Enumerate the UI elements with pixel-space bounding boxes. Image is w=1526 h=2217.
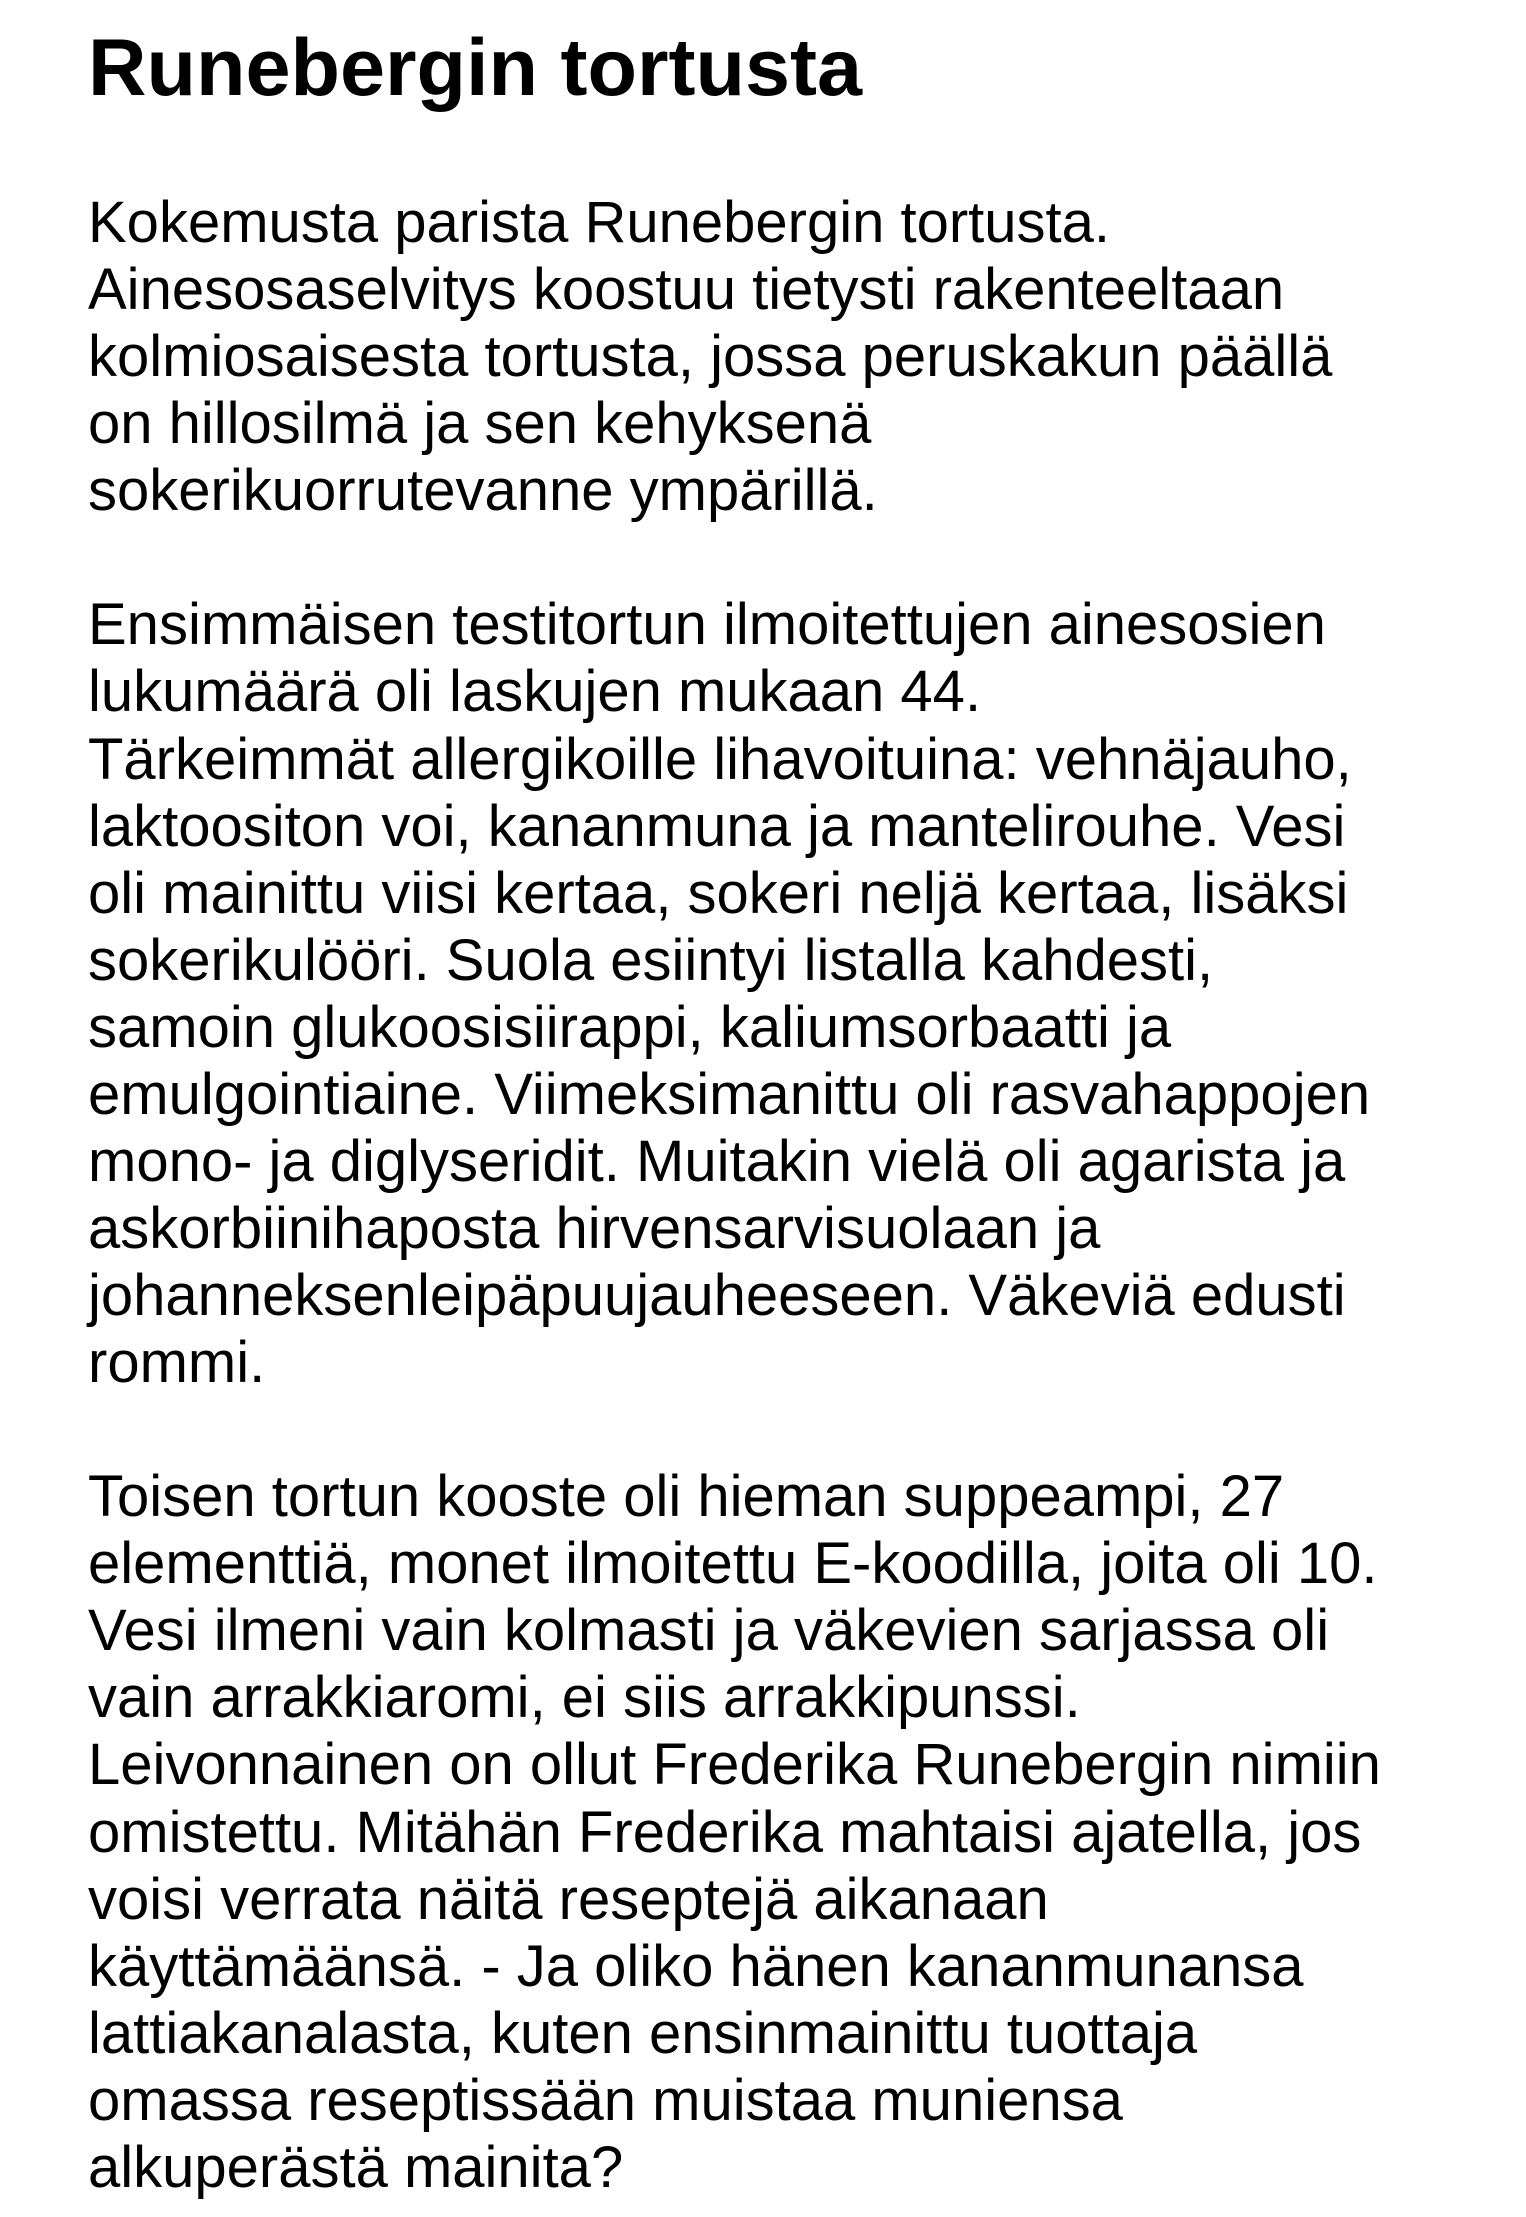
text-line: omistettu. Mitähän Frederika mahtaisi ajatella, jos	[88, 1799, 1362, 1865]
text-line: oli mainittu viisi kertaa, sokeri neljä kertaa, lisäksi	[88, 860, 1349, 926]
text-line: sokerikulööri. Suola esiintyi listalla kahdesti,	[88, 927, 1214, 993]
text-line: Vesi ilmeni vain kolmasti ja väkevien sarjassa oli	[88, 1598, 1330, 1664]
paragraph-first-cake	[88, 591, 1508, 1396]
text-line: on hillosilmä ja sen kehyksenä	[88, 391, 872, 457]
text-line: Tärkeimmät allergikoille lihavoituina: vehnäjauho,	[88, 726, 1352, 792]
text-line: johanneksenleipäpuujauheeseen. Väkeviä edusti	[88, 1263, 1346, 1328]
text-line: Toisen tortun kooste oli hieman suppeampi, 27	[88, 1464, 1285, 1530]
text-line: lukumäärä oli laskujen mukaan 44.	[88, 659, 982, 725]
text-line: vain arrakkiaromi, ei siis arrakkipunssi.	[88, 1665, 1081, 1731]
text-line: Ainesosaselvitys koostuu tietysti rakenteeltaan	[88, 257, 1285, 323]
text-line: Kokemusta parista Runebergin tortusta.	[88, 190, 1110, 255]
paragraph-intro	[88, 189, 1508, 524]
text-line: laktoositon voi, kananmuna ja mantelirouhe. Vesi	[88, 793, 1346, 859]
text-line: Leivonnainen on ollut Frederika Runebergin nimiin	[88, 1732, 1381, 1798]
text-line: samoin glukoosisiirappi, kaliumsorbaatti ja	[88, 994, 1172, 1060]
page-title: Runebergin tortusta	[88, 23, 863, 113]
text-line: alkuperästä mainita?	[88, 2134, 624, 2200]
text-line: elementtiä, monet ilmoitettu E-koodilla, joita oli 10.	[88, 1531, 1378, 1597]
text-line: sokerikuorrutevanne ympärillä.	[88, 458, 878, 524]
text-line: askorbiinihaposta hirvensarvisuolaan ja	[88, 1195, 1101, 1261]
text-line: mono- ja diglyseridit. Muitakin vielä oli agarista ja	[88, 1128, 1346, 1194]
text-line: kolmiosaisesta tortusta, jossa peruskakun päällä	[88, 324, 1333, 390]
text-line: Ensimmäisen testitortun ilmoitettujen ainesosien	[88, 592, 1326, 658]
text-line: omassa reseptissään muistaa muniensa	[88, 2067, 1123, 2133]
text-line: rommi.	[88, 1330, 266, 1396]
text-line: voisi verrata näitä reseptejä aikanaan	[88, 1866, 1049, 1932]
paragraph-second-cake	[88, 1463, 1508, 2201]
text-line: käyttämäänsä. - Ja oliko hänen kananmunansa	[88, 1933, 1304, 1999]
text-line: emulgointiaine. Viimeksimanittu oli rasvahappojen	[88, 1061, 1371, 1127]
article-body	[88, 189, 1508, 2201]
text-line: lattiakanalasta, kuten ensinmainittu tuottaja	[88, 2000, 1198, 2066]
